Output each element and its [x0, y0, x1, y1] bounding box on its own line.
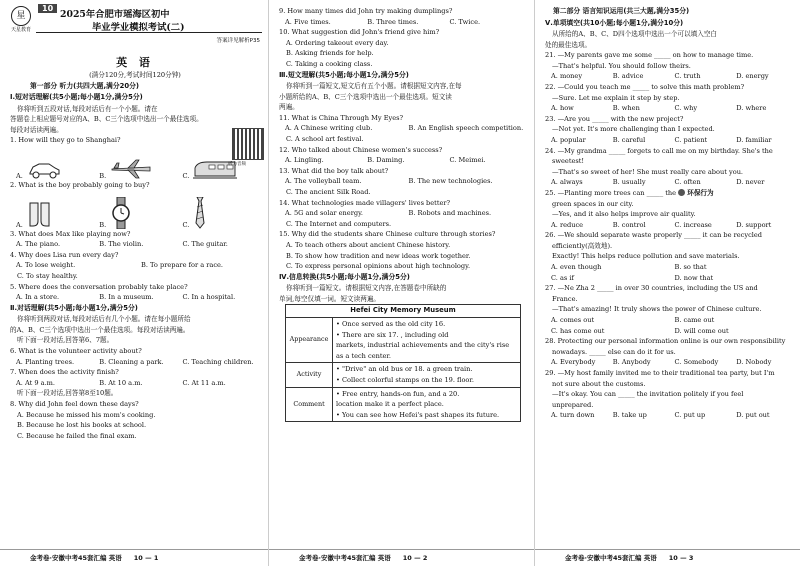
question-3: 3. What does Max like playing now?	[10, 229, 131, 238]
qr-code-icon[interactable]	[232, 128, 264, 160]
q15-option-a[interactable]: A. To teach others about ancient Chinese history.	[286, 240, 451, 249]
table-row	[286, 387, 521, 422]
q2-pictures	[10, 191, 260, 229]
q23-options: A. popular B. careful C. patient D. familiar	[551, 135, 772, 144]
row-label: Comment	[286, 387, 333, 422]
question-26: 26. —We should separate waste properly _____ it can be recycled	[545, 231, 763, 240]
question-24: 24. —My grandma _____ forgets to call me on my birthday. She's the	[545, 146, 773, 155]
qr-label: 听力音频	[228, 162, 246, 167]
question-9: 9. How many times did John try making dumplings?	[279, 7, 453, 15]
q8-option-a[interactable]: A. Because he missed his mom's cooking.	[17, 410, 156, 419]
q10-option-b[interactable]: B. Asking friends for help.	[286, 49, 374, 58]
question-4: 4. Why does Lisa run every day?	[10, 250, 119, 259]
q14-options: A. 5G and solar energy. B. Robots and machines.	[285, 209, 492, 218]
q24-options: A. always B. usually C. often D. never	[551, 178, 765, 187]
question-28: 28. Protecting our personal information online is our own responsibility	[545, 337, 786, 346]
section4-instr-1: 你将听到一篇短文。请根据短文内容,在答题卷中所缺的	[286, 284, 447, 293]
q4-option-c[interactable]: C. To stay healthy.	[17, 271, 78, 280]
q13-option-c[interactable]: C. The ancient Silk Road.	[286, 188, 371, 196]
table-title: Hefei City Memory Museum	[286, 305, 521, 318]
page-number-1: 10 — 1	[133, 554, 159, 562]
row-content: • "Drive" an old bus or 18. a green train. • Collect colorful stamps on the 19. floor.	[333, 363, 521, 387]
question-27: 27. —Ne Zha 2 _____ in over 30 countries, including the US and	[545, 284, 758, 293]
section2-instr-2: 的A、B、C三个选项中选出一个最佳选项。每段对话读两遍。	[10, 325, 190, 334]
museum-table	[285, 304, 521, 422]
q1-option-b[interactable]: B.	[93, 158, 176, 180]
column-2	[268, 0, 534, 566]
q7-options: A. At 9 a.m. B. At 10 a.m. C. At 11 a.m.	[16, 378, 226, 387]
q11-options: A. A Chinese writing club. B. An English speech competition.	[285, 124, 524, 133]
q9-options: A. Five times. B. Three times. C. Twice.	[285, 17, 481, 26]
header-divider	[36, 32, 262, 33]
section4-title: Ⅳ.信息转换(共5小题;每小题1分,满分5分)	[279, 272, 410, 281]
page-number-2: 10 — 2	[402, 554, 428, 562]
q1-option-a[interactable]: A.	[10, 158, 93, 180]
topic-tag: 环保行为	[687, 188, 714, 197]
section4-instr-2: 单词,每空仅填一词。短文读两遍。	[279, 294, 381, 303]
subject-title: 英 语	[116, 56, 154, 69]
footer-2: 金考卷·安徽中考45套汇编 英语 10 — 2	[269, 549, 534, 566]
question-12: 12. Who talked about Chinese women's success?	[279, 145, 443, 154]
shoes-icon	[27, 199, 53, 229]
table-row	[286, 318, 521, 363]
section5-title: Ⅴ.单项填空(共10小题;每小题1分,满分10分)	[545, 18, 684, 27]
section3-instr-3: 两遍。	[279, 103, 299, 112]
star-icon: 星	[11, 6, 31, 26]
car-icon	[27, 158, 61, 180]
q26-options: A. even though B. so that	[551, 263, 707, 272]
section1-instr-3: 每段对话读两遍。	[10, 125, 63, 134]
section5-instr-1: 从所给的A、B、C、D四个选项中选出一个可以填入空白	[552, 30, 718, 38]
page-number-3: 10 — 3	[668, 554, 694, 562]
q13-options: A. The volleyball team. B. The new technologies.	[285, 177, 493, 186]
question-1: 1. How will they go to Shanghai?	[10, 136, 121, 145]
question-10: 10. What suggestion did John's friend give him?	[279, 28, 440, 37]
q3-options: A. The piano. B. The violin. C. The guitar.	[16, 240, 228, 249]
airplane-icon	[110, 158, 152, 180]
q15-option-c[interactable]: C. To express personal opinions about high technology.	[286, 262, 471, 271]
question-6: 6. What is the volunteer activity about?	[10, 347, 142, 355]
row-content: • Once served as the old city 16. • There are six 17. , including old markets, industrial achievements and the city's rise as a tech center.	[333, 318, 521, 363]
section3-title: Ⅲ.短文理解(共5小题;每小题1分,满分5分)	[279, 70, 409, 79]
q27-options: A. comes out B. came out	[551, 316, 715, 325]
row-label: Appearance	[286, 318, 333, 363]
q14-option-c[interactable]: C. The Internet and computers.	[286, 219, 392, 228]
question-22: 22. —Could you teach me _____ to solve this math problem?	[545, 82, 745, 91]
question-14: 14. What technologies made villagers' lives better?	[279, 198, 451, 207]
q2-option-c[interactable]: C.	[177, 197, 260, 229]
row-label: Activity	[286, 363, 333, 387]
section1-instr-1: 你将听到五段对话,每段对话后有一个小题。请在	[17, 104, 158, 113]
q1-pictures	[10, 146, 260, 180]
q4-options: A. To lose weight. B. To prepare for a race.	[16, 261, 224, 270]
q25-options: A. reduce B. control C. increase D. support	[551, 220, 772, 229]
q8-option-b[interactable]: B. Because he lost his books at school.	[17, 421, 147, 430]
section2-note-2: 听下面一段对话,回答第8至10题。	[17, 389, 118, 398]
q21-options: A. money B. advice C. truth D. energy	[551, 72, 769, 81]
paper-number-badge: 10	[38, 4, 57, 13]
publisher-logo: 星 天星教育	[8, 6, 34, 34]
column-3: 第二部分 语言知识运用(共三大题,满分35分) Ⅴ.单项填空(共10小题;每小题1分,满分10分) 从所给的A、B、C、D四个选项中选出一个可以填入空白 处的最佳选项。 21. —My parents gave me some _____ on how to manage time. —That's helpful. You should follow theirs. A. money B. advice C. truth D. energy 22. —Could you teach me _____ to solve this math problem? —Sure. Let me explain it step by step. A. how B. when C. why D. where 23. —Are you _____ with the new project? —Not yet. It's more challenging than I expected. A. popular B. careful C. patient D. familiar 24. —My grandma _____ forgets to call me on my birthday. She's the sweetest! —That's so sweet of her! She must really care about you. A. always B. usually C. often D. never 25. —Planting more trees can _____ the 环保行为 green spaces in our city. —Yes, and it also helps improve air quality. A. reduce B. control C. increase D. support 26. —We should separate waste properly _____ it can be recycled efficiently(高效地). Exactly! This helps reduce pollution and save materials. A. even though B. so that C. as if D. now that 27. —Ne Zha 2 _____ in over 30 countries, including the US and France. —That's amazing! It truly shows the power of Chinese culture. A. comes out B. came out C. has come out D. will come out 28. Protecting our personal information online is our own responsibility nowadays. _____ else can do it for us. A. Everybody B. Anybody C. Somebody D. Nobody 29. —My host family invited me to their traditional tea party, but I'm not sure about the customs. —It's okay. You can _____ the invitation politely if you feel unprepared. A. turn down B. take up C. put up D. put out 金考卷·安徽中考45套汇编 英语 10 — 3	[534, 0, 800, 566]
q10-option-a[interactable]: A. Ordering takeout every day.	[286, 38, 389, 47]
question-11: 11. What is China Through My Eyes?	[279, 113, 404, 122]
column-1	[0, 0, 268, 566]
tie-icon	[193, 197, 207, 229]
q29-options: A. turn down B. take up C. put up D. put out	[551, 411, 770, 420]
footer-1: 金考卷·安徽中考45套汇编 英语 10 — 1	[0, 549, 268, 566]
q10-option-c[interactable]: C. Taking a cooking class.	[286, 59, 373, 68]
q26-options-2: C. as if D. now that	[551, 273, 714, 282]
q28-options: A. Everybody B. Anybody C. Somebody D. Nobody	[551, 358, 772, 367]
question-15: 15. Why did the students share Chinese culture through stories?	[279, 230, 496, 239]
exam-subtitle: 毕业学业模拟考试(二)	[92, 22, 185, 33]
q27-options-2: C. has come out D. will come out	[551, 326, 729, 335]
question-8: 8. Why did John feel down these days?	[10, 399, 139, 408]
section1-instr-2: 答题卷上相应题号对应的A、B、C三个选项中选出一个最佳选项。	[10, 115, 203, 124]
table-row	[286, 363, 521, 387]
q6-options: A. Planting trees. B. Cleaning a park. C. Teaching children.	[16, 357, 254, 366]
section2-title: Ⅱ.对话理解(共5小题;每小题1分,满分5分)	[10, 303, 138, 312]
exam-note: (满分120分,考试时间120分钟)	[89, 71, 181, 79]
section1-title: Ⅰ.短对话理解(共5小题;每小题1分,满分5分)	[10, 93, 143, 102]
question-2: 2. What is the boy probably going to buy?	[10, 180, 150, 189]
part1-title: 第一部分 听力(共四大题,满分20分)	[30, 81, 139, 90]
part2-title: 第二部分 语言知识运用(共三大题,满分35分)	[553, 7, 690, 15]
exam-title: 2025年合肥市瑶海区初中	[60, 9, 170, 20]
section2-note-1: 听下面一段对话,回答第6、7题。	[17, 336, 114, 345]
section3-instr-1: 你将听到一篇短文,短文后有五个小题。请根据短文内容,在每	[286, 82, 462, 91]
question-5: 5. Where does the conversation probably take place?	[10, 282, 188, 291]
exam-header	[0, 0, 268, 46]
section2-instr-1: 你将听到两段对话,每段对话后有几个小题。请在每小题所给	[17, 315, 191, 324]
section5-instr-2: 处的最佳选项。	[545, 40, 592, 49]
footer-3: 金考卷·安徽中考45套汇编 英语 10 — 3	[535, 549, 800, 566]
question-13: 13. What did the boy talk about?	[279, 166, 389, 175]
q1-option-c[interactable]: C.	[177, 158, 260, 180]
question-7: 7. When does the activity finish?	[10, 368, 119, 377]
watch-icon	[110, 197, 132, 229]
q2-option-b[interactable]: B.	[93, 197, 176, 229]
q5-options: A. In a store. B. In a museum. C. In a hospital.	[16, 293, 236, 302]
section3-instr-2: 小题所给的A、B、C三个选项中选出一个最佳选项。短文读	[279, 92, 452, 101]
question-23: 23. —Are you _____ with the new project?	[545, 114, 684, 123]
q8-option-c[interactable]: C. Because he failed the final exam.	[17, 431, 137, 440]
q12-options: A. Lingling. B. Daming. C. Meimei.	[285, 156, 486, 165]
row-content: • Free entry, hands-on fun, and a 20. location make it a perfect place. • You can see how Hefei's past shapes its future.	[333, 387, 521, 422]
leaf-icon	[678, 189, 685, 196]
question-25: 25. —Planting more trees can _____ the 环保行为	[545, 188, 714, 197]
q15-option-b[interactable]: B. To show how tradition and new ideas work together.	[286, 251, 471, 260]
q22-options: A. how B. when C. why D. where	[551, 104, 767, 113]
question-29: 29. —My host family invited me to their traditional tea party, but I'm	[545, 369, 775, 377]
answer-reference: 答案详见解析P35	[216, 38, 260, 44]
q11-option-c[interactable]: C. A school art festival.	[286, 135, 364, 144]
q2-option-a[interactable]: A.	[10, 199, 93, 229]
question-21: 21. —My parents gave me some _____ on how to manage time.	[545, 51, 754, 60]
